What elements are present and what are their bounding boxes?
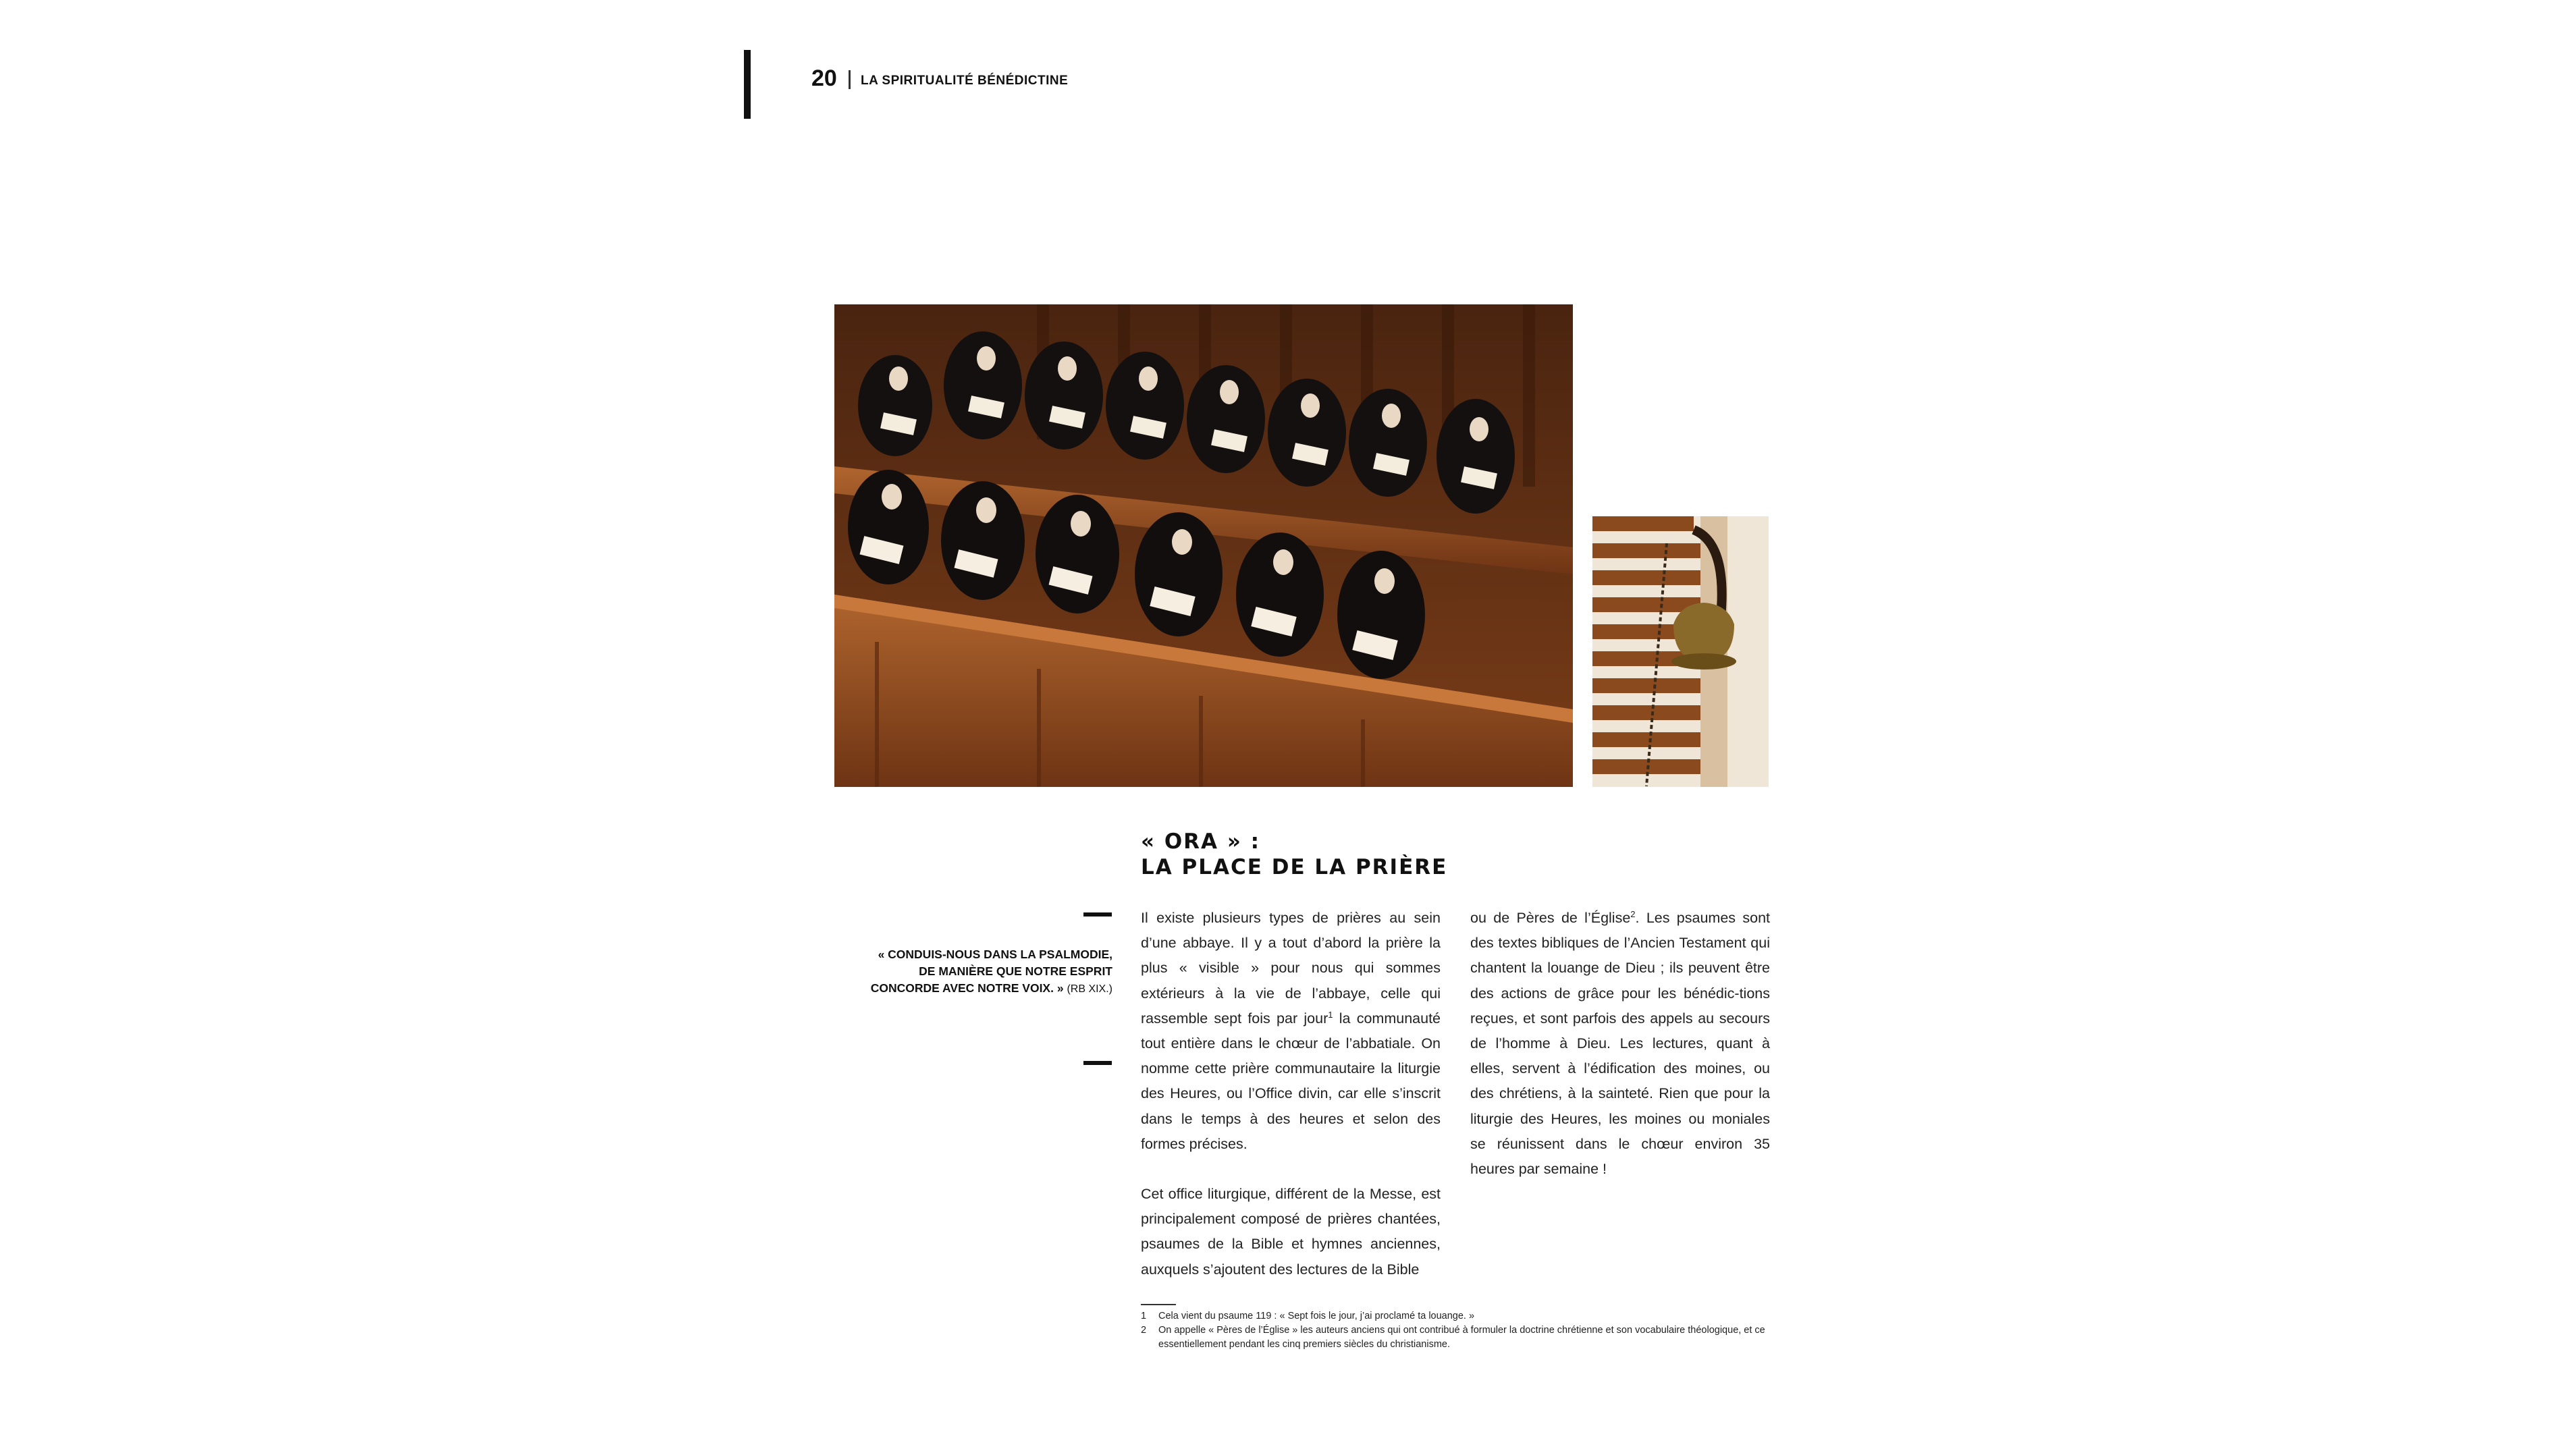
footnote [1141,1323,1775,1352]
pull-quote-reference: (RB XIX.) [1067,983,1112,995]
footnote-text: Cela vient du psaume 119 : « Sept fois le jour, j’ai proclamé ta louange. » [1158,1311,1475,1321]
footnotes [1141,1309,1775,1352]
header-separator [849,70,851,89]
body-paragraph-1: Il existe plusieurs types de prières au sein d’une abbaye. Il y a tout d’abord la prière la plus « visible » pour nous qui sommes extérieurs à la vie de l’abbaye, celle qui rassemble sept fois par jour$^1$ la communauté tout entière dans le chœur de l’abbatiale. On nomme cette prière communautaire la liturgie des Heures, ou l’Office divin, car elle s’inscrit dans le temps à des heures et selon des formes précises. [1141,910,1441,1152]
page-number: 20 [811,65,837,91]
body-paragraph-3: ou de Pères de l’Église$^2$. Les psaumes sont des textes bibliques de l’Ancien Testament qui chantent la louange de Dieu ; ils peuvent être des actions de grâce pour les bénédic-tions reçues, et sont parfois des appels au secours de l’homme à Dieu. Les lectures, quant à elles, servent à l’édification des moines, ou des chrétiens, à la sainteté. Rien que pour la liturgie des Heures, les moines ou moniales se réunissent dans le chœur environ 35 heures par semaine ! [1470,908,1770,1178]
footnote-number: 1 [1141,1311,1147,1321]
section-title [1141,829,1447,880]
body-paragraph-2: Cet office liturgique, différent de la Messe, est principalement composé de prières chantées, psaumes de la Bible et hymnes anciennes, auxquels s’ajoutent des lectures de la Bible [1141,1186,1441,1278]
footnote [1141,1309,1775,1323]
section-title-line-1: « ORA » : [1141,829,1261,854]
photo-nuns-in-choir [834,304,1573,787]
footnote-ref-1: 1 [1328,1009,1333,1020]
body-column-2 [1470,906,1770,1182]
quote-dash-top [1083,912,1112,917]
footnote-ref-2: 2 [1630,908,1636,919]
photo-bell [1592,516,1769,787]
pull-quote [864,946,1112,997]
footnote-rule [1141,1304,1176,1305]
section-title-line-2: LA PLACE DE LA PRIÈRE [1141,855,1448,879]
bell-illustration [1592,516,1769,787]
quote-dash-bottom [1083,1061,1112,1065]
running-head: LA SPIRITUALITÉ BÉNÉDICTINE [861,74,1069,88]
pull-quote-text: « CONDUIS-NOUS DANS LA PSALMODIE, DE MANIÈRE QUE NOTRE ESPRIT CONCORDE AVEC NOTRE VOIX. » [870,948,1112,995]
nuns-choir-illustration [834,304,1573,787]
header-bar [744,50,751,119]
footnote-text: On appelle « Pères de l’Église » les auteurs anciens qui ont contribué à formuler la doctrine chrétienne et son vocabulaire théologique, et ce essentiellement pendant les cinq premiers siècles du christianisme. [1158,1325,1765,1350]
footnote-number: 2 [1141,1325,1147,1336]
body-column-1 [1141,906,1441,1282]
